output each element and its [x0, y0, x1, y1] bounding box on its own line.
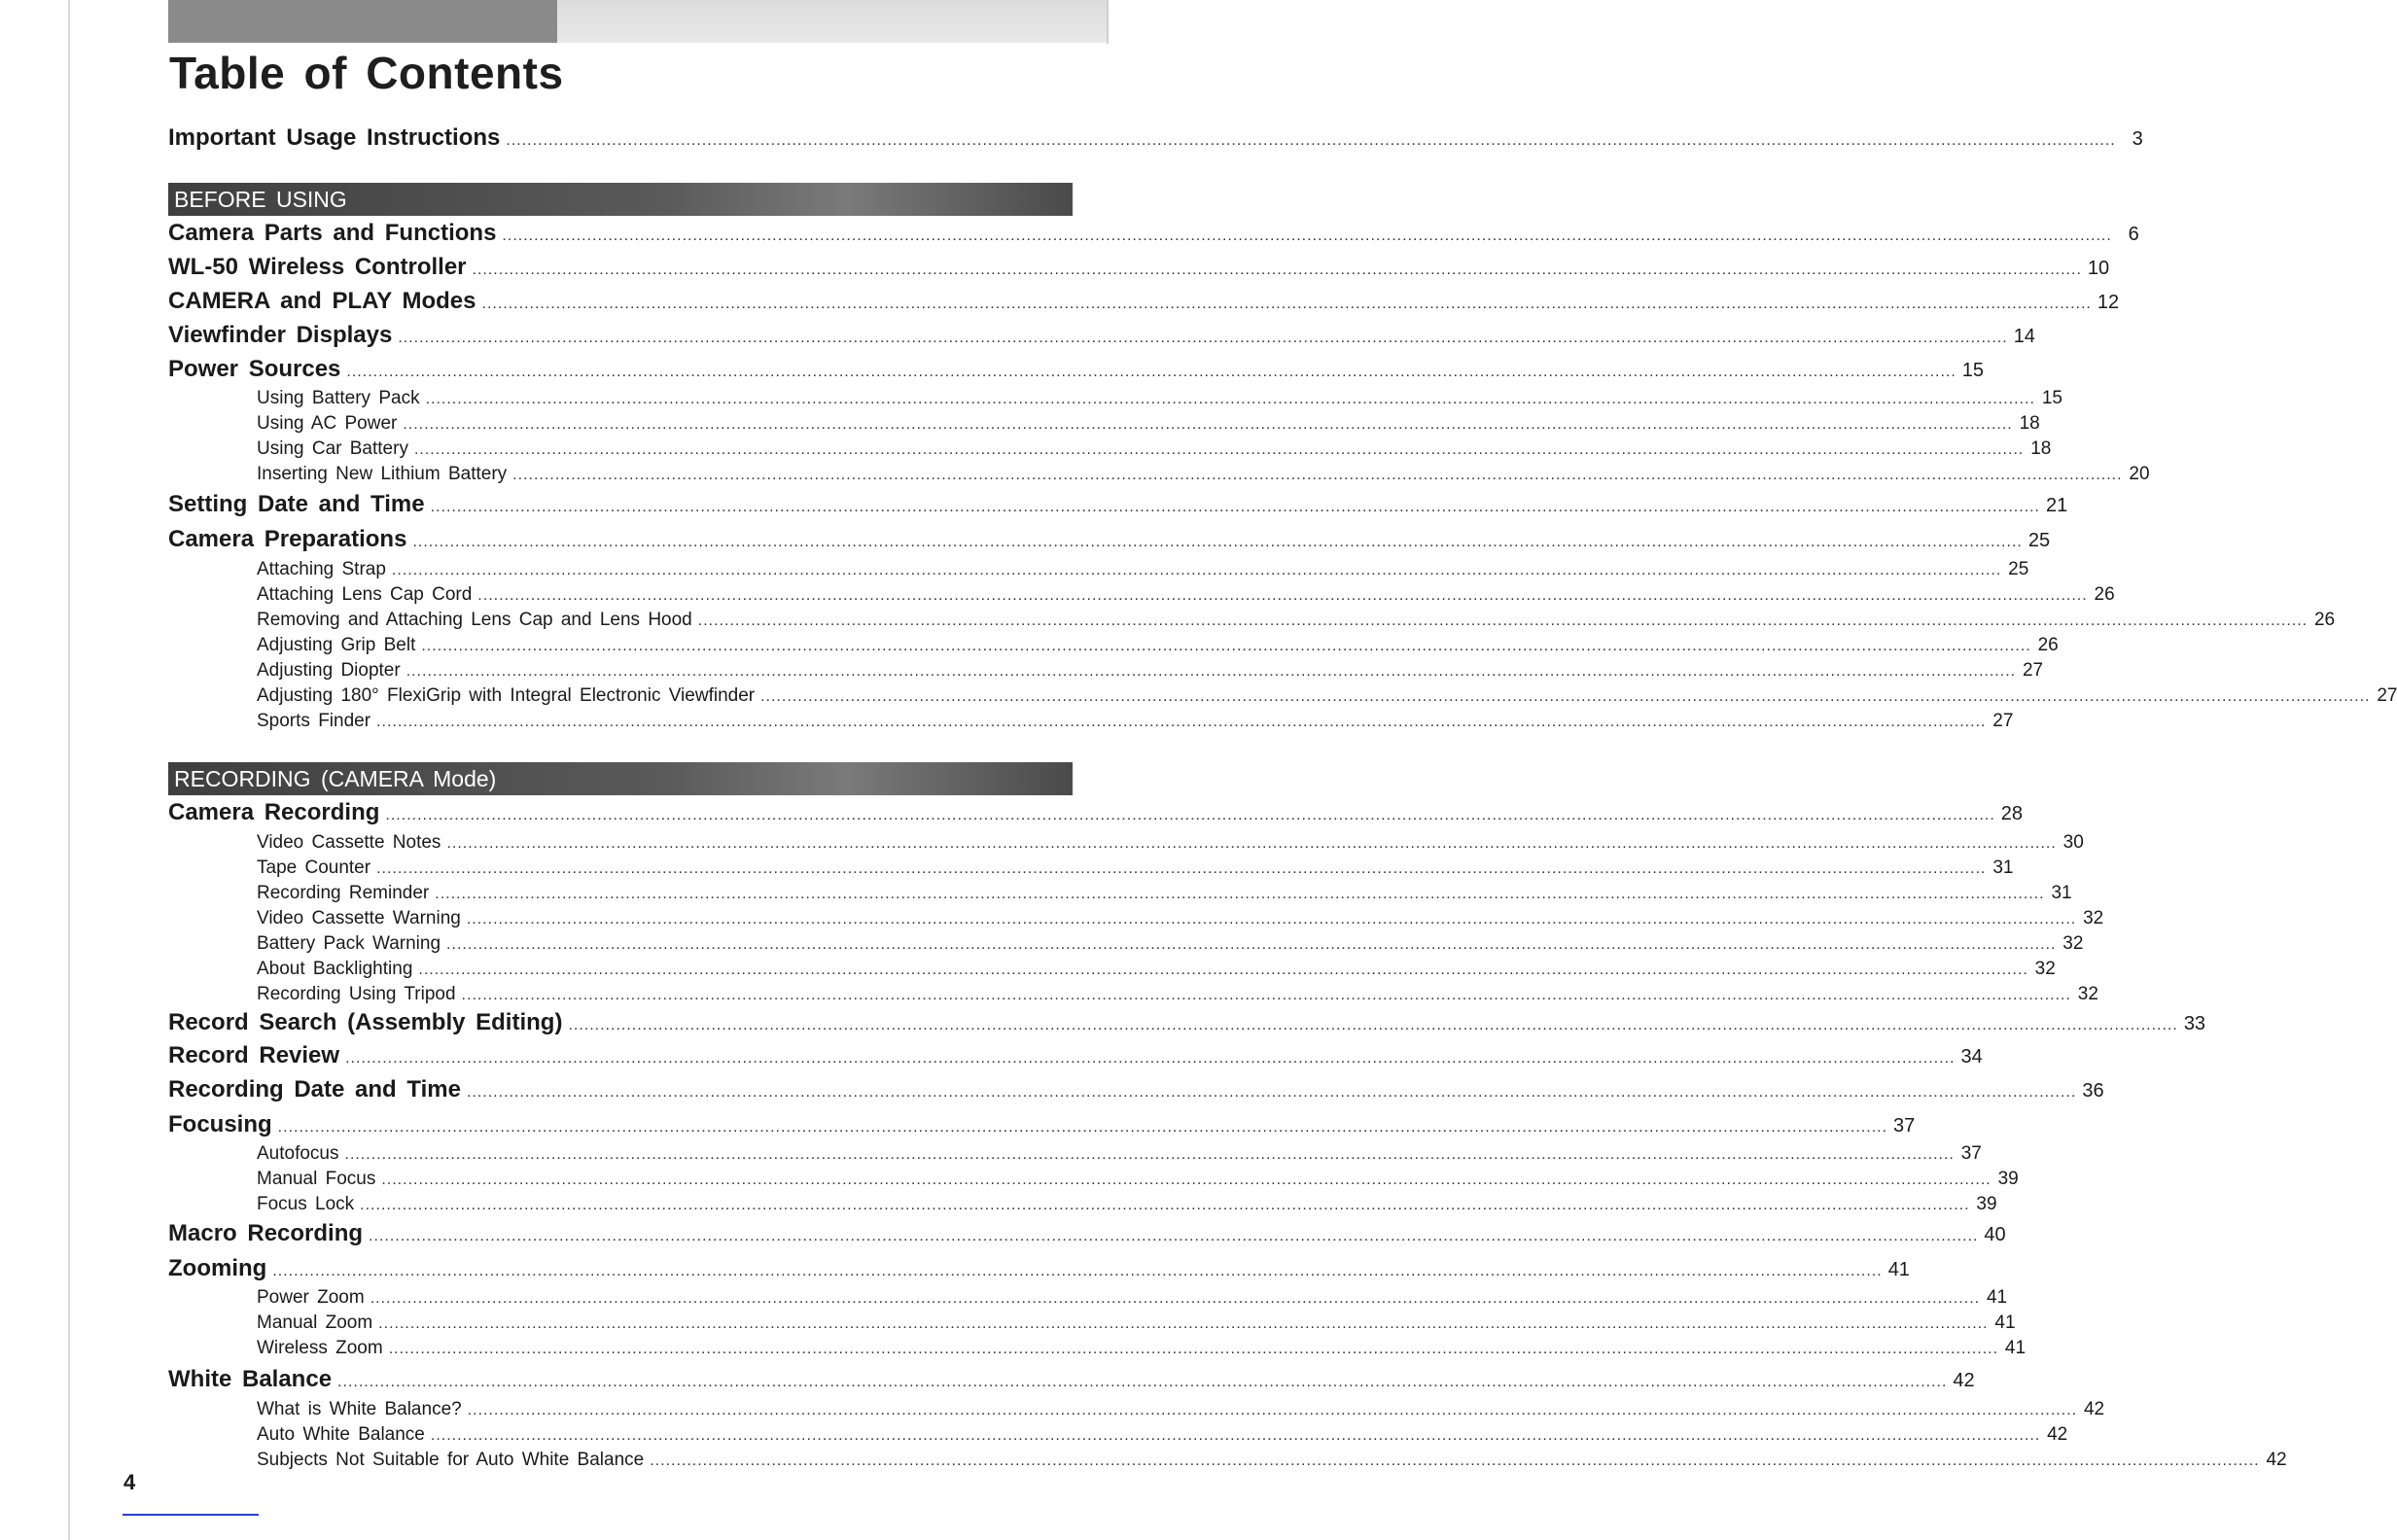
toc-entry-label: Attaching Strap — [257, 559, 386, 579]
toc-entry-label: White Balance — [168, 1366, 333, 1392]
dot-leader: ................................................................................................................................................................................................................................................................................................................ — [369, 1228, 1979, 1244]
toc-entry-sub[interactable] — [257, 559, 2029, 584]
toc-entry-main[interactable] — [168, 1255, 1910, 1286]
toc-entry-page: 30 — [2062, 832, 2084, 853]
toc-entry-label: Sports Finder — [257, 711, 371, 731]
toc-entry-label: Recording Using Tripod — [257, 984, 456, 1004]
toc-entry-sub[interactable] — [257, 438, 2052, 464]
toc-entry-page: 25 — [2027, 530, 2051, 551]
toc-entry-page: 42 — [2266, 1450, 2287, 1470]
toc-entry-sub[interactable] — [257, 933, 2084, 959]
dot-leader: ................................................................................................................................................................................................................................................................................................................ — [512, 467, 2123, 483]
dot-leader: ................................................................................................................................................................................................................................................................................................................ — [446, 835, 2057, 852]
dot-leader: ................................................................................................................................................................................................................................................................................................................ — [568, 1017, 2178, 1033]
dot-leader: ................................................................................................................................................................................................................................................................................................................ — [391, 562, 2002, 578]
toc-entry-label: Autofocus — [257, 1143, 339, 1164]
toc-entry-label: Camera Parts and Functions — [168, 220, 497, 246]
toc-entry-label: Focusing — [168, 1111, 272, 1138]
toc-entry-label: Macro Recording — [168, 1220, 364, 1246]
toc-entry-page: 21 — [2045, 495, 2068, 516]
dot-leader: ................................................................................................................................................................................................................................................................................................................ — [466, 911, 2077, 928]
toc-entry-label: Power Zoom — [257, 1287, 365, 1308]
toc-entry-sub[interactable] — [257, 685, 2397, 711]
toc-entry-page: 12 — [2097, 292, 2120, 313]
toc-entry-page: 37 — [1893, 1115, 1916, 1137]
toc-entry-page: 20 — [2129, 464, 2150, 484]
toc-entry-page: 3 — [2132, 128, 2143, 150]
dot-leader: ................................................................................................................................................................................................................................................................................................................ — [370, 1290, 1981, 1307]
page-edge-rule — [68, 0, 70, 1540]
dot-leader: ................................................................................................................................................................................................................................................................................................................ — [272, 1263, 1883, 1279]
toc-entry-main[interactable] — [168, 288, 2120, 319]
dot-leader: ................................................................................................................................................................................................................................................................................................................ — [430, 1427, 2041, 1444]
toc-entry-page: 6 — [2128, 224, 2139, 245]
dot-leader: ................................................................................................................................................................................................................................................................................................................ — [430, 499, 2040, 515]
toc-entry-page: 42 — [2083, 1399, 2105, 1419]
toc-entry-label: About Backlighting — [257, 959, 413, 979]
toc-entry-label: Recording Reminder — [257, 883, 430, 903]
toc-entry-page: 28 — [2000, 803, 2024, 824]
toc-entry-sub[interactable] — [257, 984, 2098, 1009]
toc-entry-page: 27 — [1992, 711, 2014, 731]
toc-entry-label: CAMERA and PLAY Modes — [168, 288, 476, 314]
toc-entry-label: Adjusting Grip Belt — [257, 635, 416, 655]
dot-leader: ................................................................................................................................................................................................................................................................................................................ — [760, 688, 2371, 705]
toc-entry-label: Auto White Balance — [257, 1424, 425, 1445]
toc-entry-label: Battery Pack Warning — [257, 933, 441, 954]
toc-entry-sub[interactable] — [257, 1424, 2068, 1450]
toc-entry-main[interactable] — [168, 124, 2143, 156]
dot-leader: ................................................................................................................................................................................................................................................................................................................ — [388, 1341, 1999, 1357]
toc-entry-main[interactable] — [168, 254, 2110, 285]
dot-leader: ................................................................................................................................................................................................................................................................................................................ — [697, 612, 2309, 629]
toc-entry-page: 42 — [1953, 1370, 1975, 1391]
toc-entry-sub[interactable] — [257, 635, 2059, 660]
toc-entry-main[interactable] — [168, 1220, 2006, 1251]
toc-entry-label: Manual Focus — [257, 1169, 376, 1189]
dot-leader: ................................................................................................................................................................................................................................................................................................................ — [435, 886, 2045, 902]
toc-entry-page: 26 — [2313, 610, 2336, 630]
dot-leader: ................................................................................................................................................................................................................................................................................................................ — [376, 714, 1987, 730]
dot-leader: ................................................................................................................................................................................................................................................................................................................ — [405, 663, 2017, 680]
dot-leader: ................................................................................................................................................................................................................................................................................................................ — [376, 860, 1987, 877]
toc-entry-page: 18 — [2030, 438, 2052, 459]
dot-leader: ................................................................................................................................................................................................................................................................................................................ — [360, 1197, 1970, 1213]
dot-leader: ................................................................................................................................................................................................................................................................................................................ — [481, 296, 2092, 312]
toc-entry-sub[interactable] — [257, 1169, 2019, 1194]
toc-entry-main[interactable] — [168, 1111, 1916, 1142]
dot-leader: ................................................................................................................................................................................................................................................................................................................ — [467, 1402, 2078, 1418]
toc-entry-page: 37 — [1960, 1143, 1982, 1164]
toc-entry-label: Inserting New Lithium Battery — [257, 464, 508, 484]
toc-entry-page: 15 — [1961, 360, 1985, 381]
toc-entry-page: 32 — [2062, 933, 2084, 954]
toc-entry-page: 41 — [1887, 1259, 1910, 1280]
underline-rule — [123, 1514, 259, 1516]
dot-leader: ................................................................................................................................................................................................................................................................................................................ — [425, 391, 2035, 407]
toc-entry-page: 39 — [1976, 1194, 1997, 1214]
dot-leader: ................................................................................................................................................................................................................................................................................................................ — [345, 1050, 1956, 1067]
dot-leader: ................................................................................................................................................................................................................................................................................................................ — [337, 1374, 1948, 1390]
toc-entry-sub[interactable] — [257, 464, 2150, 489]
toc-entry-page: 10 — [2087, 258, 2110, 279]
toc-entry-sub[interactable] — [257, 711, 2014, 736]
toc-entry-sub[interactable] — [257, 660, 2044, 685]
toc-entry-page: 34 — [1960, 1046, 1983, 1068]
toc-entry-main[interactable] — [168, 356, 1985, 387]
toc-entry-page: 41 — [1986, 1287, 2008, 1308]
toc-entry-sub[interactable] — [257, 858, 2014, 883]
toc-entry-label: Recording Date and Time — [168, 1076, 461, 1102]
toc-entry-main[interactable] — [168, 322, 2035, 353]
toc-entry-main[interactable] — [168, 799, 2024, 830]
dot-leader: ................................................................................................................................................................................................................................................................................................................ — [506, 132, 2116, 149]
toc-entry-label: Camera Preparations — [168, 526, 407, 552]
toc-entry-sub[interactable] — [257, 584, 2115, 610]
toc-entry-page: 27 — [2022, 660, 2044, 681]
dot-leader: ................................................................................................................................................................................................................................................................................................................ — [346, 364, 1956, 380]
page-number: 4 — [123, 1470, 136, 1494]
dot-leader: ................................................................................................................................................................................................................................................................................................................ — [412, 534, 2023, 550]
toc-entry-sub[interactable] — [257, 388, 2062, 413]
toc-entry-label: Adjusting Diopter — [257, 660, 401, 681]
dot-leader: ................................................................................................................................................................................................................................................................................................................ — [277, 1119, 1888, 1136]
toc-entry-label: Camera Recording — [168, 799, 380, 825]
toc-entry-label: Manual Zoom — [257, 1312, 373, 1333]
toc-entry-label: Zooming — [168, 1255, 267, 1281]
toc-entry-page: 26 — [2094, 584, 2115, 605]
dot-leader: ................................................................................................................................................................................................................................................................................................................ — [446, 936, 2057, 953]
toc-entry-sub[interactable] — [257, 1312, 2016, 1338]
page-edge-rule-right — [1107, 0, 1109, 44]
dot-leader: ................................................................................................................................................................................................................................................................................................................ — [466, 1084, 2077, 1101]
toc-entry-label: What is White Balance? — [257, 1399, 462, 1419]
toc-entry-sub[interactable] — [257, 1399, 2105, 1424]
toc-entry-label: Subjects Not Suitable for Auto White Balance — [257, 1450, 645, 1470]
toc-entry-sub[interactable] — [257, 1143, 1982, 1169]
toc-entry-main[interactable] — [168, 1076, 2104, 1107]
toc-entry-page: 18 — [2019, 413, 2040, 434]
toc-entry-sub[interactable] — [257, 1450, 2287, 1475]
toc-entry-label: Video Cassette Notes — [257, 832, 441, 853]
toc-entry-main[interactable] — [168, 1009, 2206, 1040]
toc-entry-page: 27 — [2377, 685, 2397, 706]
page-title: Table of Contents — [169, 48, 564, 98]
toc-entry-label: Setting Date and Time — [168, 491, 425, 517]
toc-entry-page: 26 — [2037, 635, 2059, 655]
toc-entry-label: Tape Counter — [257, 858, 371, 878]
dot-leader: ................................................................................................................................................................................................................................................................................................................ — [398, 330, 2008, 346]
toc-entry-sub[interactable] — [257, 610, 2336, 635]
toc-entry-label: Using AC Power — [257, 413, 398, 434]
toc-entry-main[interactable] — [168, 491, 2068, 522]
toc-entry-label: Video Cassette Warning — [257, 908, 461, 928]
header-bar — [168, 0, 1107, 43]
toc-entry-label: Using Battery Pack — [257, 388, 420, 408]
toc-entry-page: 39 — [1997, 1169, 2019, 1189]
toc-entry-sub[interactable] — [257, 832, 2084, 858]
toc-entry-page: 25 — [2008, 559, 2029, 579]
toc-entry-page: 14 — [2013, 326, 2035, 347]
toc-entry-label: Focus Lock — [257, 1194, 355, 1214]
dot-leader: ................................................................................................................................................................................................................................................................................................................ — [403, 416, 2013, 433]
toc-entry-label: Wireless Zoom — [257, 1338, 383, 1358]
toc-entry-page: 32 — [2034, 959, 2056, 979]
toc-entry-main[interactable] — [168, 1366, 1975, 1397]
toc-entry-main[interactable] — [168, 1042, 1983, 1073]
toc-entry-page: 31 — [2051, 883, 2072, 903]
toc-entry-label: Record Search (Assembly Editing) — [168, 1009, 563, 1035]
toc-entry-label: Using Car Battery — [257, 438, 408, 459]
toc-entry-page: 41 — [1994, 1312, 2016, 1333]
toc-entry-label: Power Sources — [168, 356, 341, 382]
toc-entry-page: 32 — [2083, 908, 2104, 928]
toc-entry-main[interactable] — [168, 220, 2139, 251]
dot-leader: ................................................................................................................................................................................................................................................................................................................ — [650, 1452, 2260, 1469]
toc-entry-sub[interactable] — [257, 1194, 1997, 1219]
toc-entry-label: Viewfinder Displays — [168, 322, 393, 348]
toc-entry-label: Record Review — [168, 1042, 340, 1068]
dot-leader: ................................................................................................................................................................................................................................................................................................................ — [461, 987, 2071, 1003]
toc-entry-label: Adjusting 180° FlexiGrip with Integral Electronic Viewfinder — [257, 685, 756, 706]
toc-entry-page: 31 — [1992, 858, 2014, 878]
section-header-recording: RECORDING (CAMERA Mode) — [168, 762, 1073, 795]
dot-leader: ................................................................................................................................................................................................................................................................................................................ — [378, 1315, 1989, 1332]
toc-entry-label: Removing and Attaching Lens Cap and Lens Hood — [257, 610, 692, 630]
toc-entry-sub[interactable] — [257, 959, 2056, 984]
toc-entry-sub[interactable] — [257, 908, 2104, 933]
dot-leader: ................................................................................................................................................................................................................................................................................................................ — [472, 262, 2082, 278]
toc-entry-label: WL-50 Wireless Controller — [168, 254, 467, 280]
dot-leader: ................................................................................................................................................................................................................................................................................................................ — [413, 441, 2025, 458]
dot-leader: ................................................................................................................................................................................................................................................................................................................ — [502, 228, 2112, 244]
toc-entry-sub[interactable] — [257, 413, 2040, 438]
toc-entry-label: Important Usage Instructions — [168, 124, 501, 151]
dot-leader: ................................................................................................................................................................................................................................................................................................................ — [385, 807, 1995, 823]
toc-entry-page: 33 — [2183, 1013, 2206, 1034]
dot-leader: ................................................................................................................................................................................................................................................................................................................ — [421, 638, 2031, 654]
toc-entry-page: 15 — [2041, 388, 2062, 408]
toc-entry-label: Attaching Lens Cap Cord — [257, 584, 473, 605]
toc-entry-page: 32 — [2077, 984, 2098, 1004]
section-header-before-using: BEFORE USING — [168, 183, 1073, 216]
toc-entry-page: 40 — [1984, 1224, 2006, 1245]
toc-entry-page: 41 — [2004, 1338, 2027, 1358]
dot-leader: ................................................................................................................................................................................................................................................................................................................ — [477, 587, 2088, 604]
toc-entry-sub[interactable] — [257, 883, 2072, 908]
toc-entry-main[interactable] — [168, 526, 2051, 557]
toc-entry-page: 36 — [2082, 1080, 2104, 1102]
toc-entry-page: 42 — [2047, 1424, 2068, 1445]
toc-entry-sub[interactable] — [257, 1338, 2027, 1363]
dot-leader: ................................................................................................................................................................................................................................................................................................................ — [381, 1172, 1992, 1188]
dot-leader: ................................................................................................................................................................................................................................................................................................................ — [418, 962, 2028, 978]
toc-entry-sub[interactable] — [257, 1287, 2008, 1312]
dot-leader: ................................................................................................................................................................................................................................................................................................................ — [344, 1146, 1955, 1163]
